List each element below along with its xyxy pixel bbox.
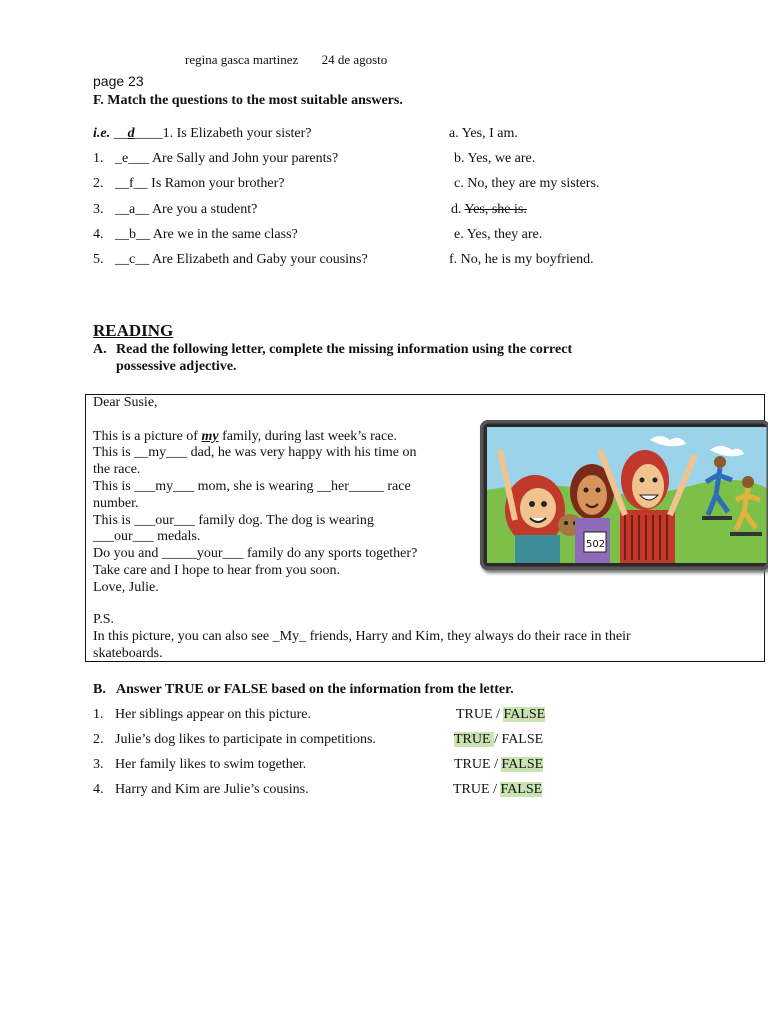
false-option-highlighted: FALSE <box>500 782 543 797</box>
match-row <box>93 252 733 272</box>
letter-body: Dear Susie, This is a picture of my family, during last week’s race. This is __my___ dad, he was very happy with his time on the race. This is ___my___ mom, she is wearing __her_____ race number. This is ___our___ family dog. The dog is wearing ___our___ medals. Do you and _____your___ family do any sports together? Take care and I hope to hear from you soon. Love, Julie. <box>93 395 418 595</box>
tf-answer: TRUE / FALSE <box>454 732 544 747</box>
statement-text: Julie’s dog likes to participate in competitions. <box>115 732 376 747</box>
item-number: 3. <box>93 202 104 217</box>
tf-answer: TRUE / FALSE <box>454 757 544 772</box>
item-number: 2. <box>93 176 104 191</box>
question-text: __b__ Are we in the same class? <box>115 227 298 242</box>
answer-option: e. Yes, they are. <box>454 227 543 242</box>
example-row <box>93 126 733 146</box>
true-option: TRUE <box>456 707 493 722</box>
item-number: 1. <box>93 707 104 722</box>
false-option-highlighted: FALSE <box>503 707 546 722</box>
answer-option: c. No, they are my sisters. <box>454 176 600 191</box>
true-option: TRUE <box>454 757 491 772</box>
section-b-title: B. Answer TRUE or FALSE based on the information from the letter. <box>93 682 514 697</box>
question-text: __f__ Is Ramon your brother? <box>115 176 285 191</box>
item-number: 3. <box>93 757 104 772</box>
statement-text: Harry and Kim are Julie’s cousins. <box>115 782 309 797</box>
answer-option: d. Yes, she is. <box>451 202 527 217</box>
tf-answer: TRUE / FALSE <box>456 707 546 722</box>
student-info <box>185 52 387 68</box>
match-row <box>93 176 733 196</box>
reading-heading: READING <box>93 321 174 340</box>
statement-text: Her siblings appear on this picture. <box>115 707 311 722</box>
filled-word: my <box>201 428 219 444</box>
false-option-highlighted: FALSE <box>501 757 544 772</box>
student-name: regina gasca martinez <box>185 52 299 67</box>
item-number: 5. <box>93 252 104 267</box>
tf-row <box>93 732 563 752</box>
match-row <box>93 151 733 171</box>
postscript: P.S. In this picture, you can also see _My_ friends, Harry and Kim, they always do their race in their skateboards. <box>93 612 631 661</box>
question-text: __a__ Are you a student? <box>115 202 258 217</box>
match-row <box>93 202 733 222</box>
race-number-text: 502 <box>586 539 606 550</box>
example-question: i.e. __d____1. Is Elizabeth your sister? <box>93 126 312 141</box>
answer-option: f. No, he is my boyfriend. <box>449 252 594 267</box>
section-f-title: F. Match the questions to the most suitable answers. <box>93 93 403 108</box>
page-number: page 23 <box>93 73 144 89</box>
question-text: _e___ Are Sally and John your parents? <box>115 151 339 166</box>
statement-text: Her family likes to swim together. <box>115 757 307 772</box>
tf-answer: TRUE / FALSE <box>453 782 543 797</box>
example-answer: a. Yes, I am. <box>449 126 518 141</box>
true-option-highlighted: TRUE <box>454 732 495 747</box>
question-text: __c__ Are Elizabeth and Gaby your cousins? <box>115 252 368 267</box>
tf-row <box>93 757 563 777</box>
item-number: 4. <box>93 782 104 797</box>
item-number: 2. <box>93 732 104 747</box>
item-number: 1. <box>93 151 104 166</box>
tf-row <box>93 782 563 802</box>
true-option: TRUE <box>453 782 490 797</box>
date: 24 de agosto <box>321 52 388 67</box>
false-option: FALSE <box>501 732 544 747</box>
struck-answer: Yes, she is. <box>464 202 527 217</box>
answer-option: b. Yes, we are. <box>454 151 536 166</box>
tf-row <box>93 707 563 727</box>
reading-instructions: A. Read the following letter, complete the missing information using the correct possessive adjective. <box>93 342 573 374</box>
item-number: 4. <box>93 227 104 242</box>
family-race-picture <box>480 420 768 570</box>
match-row <box>93 227 733 247</box>
